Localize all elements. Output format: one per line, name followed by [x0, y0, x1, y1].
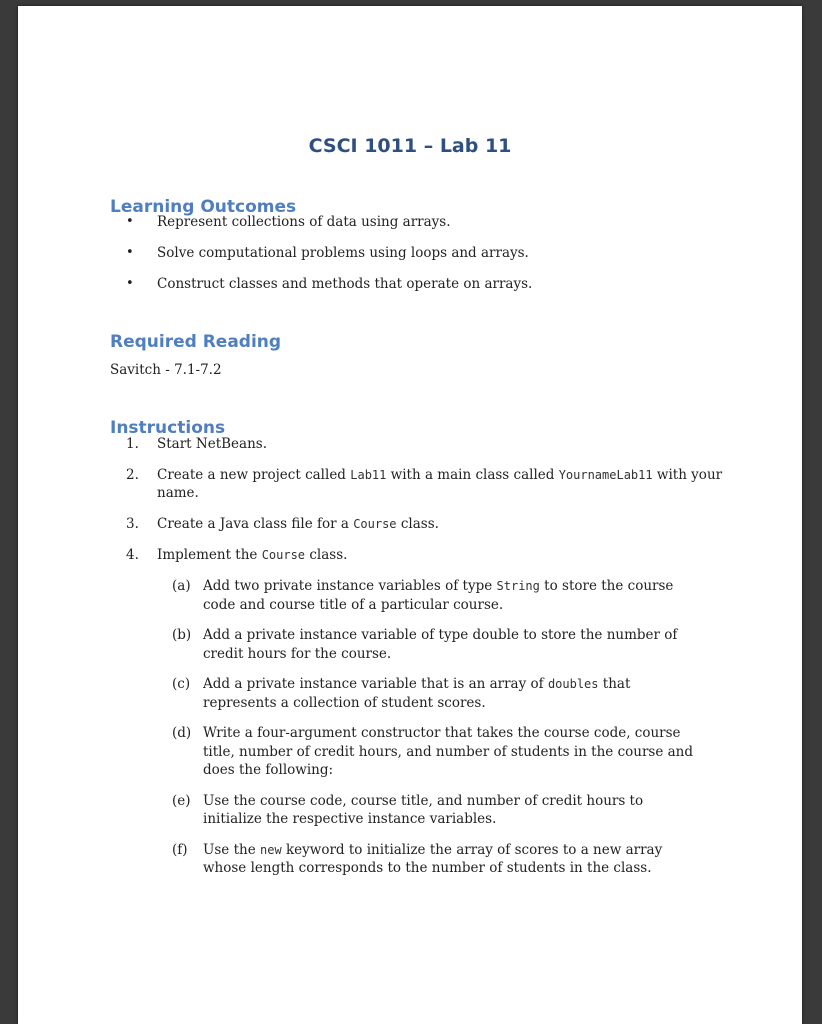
code-new-keyword: new: [260, 842, 282, 857]
required-reading-text: Savitch - 7.1-7.2: [110, 362, 222, 378]
step-text: Create a Java class file for a: [157, 516, 354, 532]
substep-label: (c): [172, 676, 191, 692]
substep-label: (b): [172, 627, 192, 643]
substep-label: (d): [172, 725, 192, 741]
step-text: Implement the: [157, 547, 262, 563]
code-class-name: YournameLab11: [558, 468, 653, 482]
substep-text: to store the course code and course title of a particular course.: [203, 578, 674, 613]
document-page: [18, 6, 802, 1024]
required-reading-heading: Required Reading: [110, 332, 282, 352]
list-item: [110, 546, 730, 878]
step-text: class.: [396, 516, 439, 532]
outcome-text: Solve computational problems using loops and arrays.: [157, 245, 529, 261]
document-title: CSCI 1011 – Lab 11: [308, 135, 512, 157]
substep-text: Add a private instance variable of type double to store the number of credit hours for the course.: [203, 627, 678, 662]
step-number: 4.: [126, 547, 139, 563]
list-item: [157, 577, 703, 614]
substeps-list: [157, 577, 730, 878]
learning-outcomes-heading: Learning Outcomes: [110, 197, 297, 217]
substep-label: (f): [172, 841, 188, 858]
list-item: [110, 515, 730, 533]
code-doubles: doubles: [547, 677, 599, 691]
substep-text: Write a four-argument constructor that takes the course code, course title, number of credit hours, and number of students in the course and does the following:: [203, 725, 694, 778]
list-item: [157, 792, 703, 829]
code-course: Course: [353, 517, 397, 531]
list-item: [157, 724, 703, 780]
list-item: [157, 675, 703, 712]
list-item: [110, 466, 730, 502]
substep-text: that represents a collection of student scores.: [203, 676, 631, 711]
substep-text: Add two private instance variables of type: [203, 578, 497, 594]
list-item: [110, 435, 730, 453]
substep-label: (e): [172, 792, 191, 809]
step-number: 2.: [126, 467, 139, 483]
step-text: with a main class called: [386, 467, 559, 483]
substep-label: (a): [172, 578, 191, 594]
step-number: 3.: [126, 516, 139, 532]
instructions-heading: Instructions: [110, 418, 226, 438]
substep-text: Add a private instance variable that is an array of: [203, 676, 548, 692]
substep-text: Use the course code, course title, and number of credit hours to initialize the respective instance variables.: [203, 792, 644, 827]
step-text: Create a new project called: [157, 467, 351, 483]
code-course: Course: [261, 548, 306, 562]
bullet-icon: •: [126, 276, 134, 291]
substep-text: keyword to initialize the array of scores to a new array whose length corresponds to the number of students in the class.: [203, 841, 663, 876]
outcome-text: Construct classes and methods that operate on arrays.: [157, 276, 533, 292]
code-string: String: [496, 579, 540, 593]
outcome-text: Represent collections of data using arrays.: [157, 214, 451, 230]
step-text: Start NetBeans.: [157, 436, 267, 452]
bullet-icon: •: [126, 245, 134, 260]
code-project-name: Lab11: [350, 468, 387, 482]
list-item: [157, 841, 703, 878]
substep-text: Use the: [203, 841, 260, 858]
step-number: 1.: [126, 436, 139, 452]
instructions-list: [110, 435, 730, 891]
bullet-icon: •: [126, 214, 134, 229]
step-text: class.: [305, 547, 348, 563]
step-text: with your name.: [157, 467, 723, 501]
list-item: [157, 626, 703, 663]
